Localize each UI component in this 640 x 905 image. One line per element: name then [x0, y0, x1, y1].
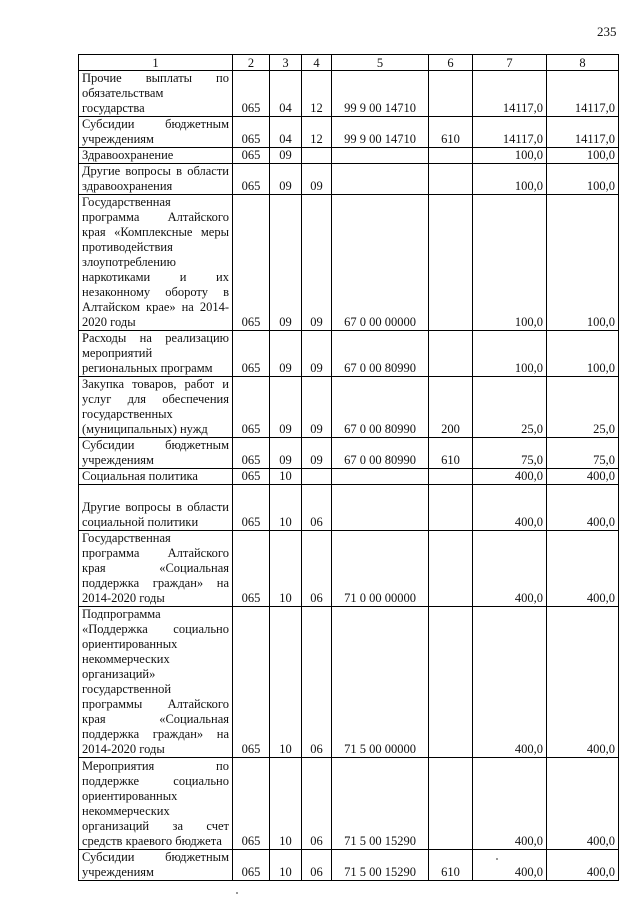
- section-cell: 04: [270, 71, 302, 117]
- section-cell: 09: [270, 164, 302, 195]
- chapter-cell: 065: [233, 438, 270, 469]
- row-name-cell: Социальная политика: [79, 469, 233, 485]
- target-article-cell: 67 0 00 80990: [332, 438, 429, 469]
- row-name-cell: Другие вопросы в области социальной политики: [79, 485, 233, 531]
- target-article-cell: 71 0 00 00000: [332, 531, 429, 607]
- table-row: [79, 195, 619, 331]
- row-name-cell: Государственная программа Алтайского края «Социальная поддержка граждан» на 2014-2020 годы: [79, 531, 233, 607]
- chapter-cell: 065: [233, 485, 270, 531]
- scan-speck: [236, 892, 238, 894]
- subsection-cell: 06: [302, 531, 332, 607]
- row-name-cell: Субсидии бюджетным учреждениям: [79, 438, 233, 469]
- expense-type-cell: 610: [429, 438, 473, 469]
- target-article-cell: [332, 469, 429, 485]
- column-header: 4: [302, 55, 332, 71]
- chapter-cell: 065: [233, 850, 270, 881]
- subsection-cell: [302, 469, 332, 485]
- expense-type-cell: [429, 71, 473, 117]
- target-article-cell: 71 5 00 00000: [332, 607, 429, 758]
- amount-cell: 25,0: [473, 377, 547, 438]
- amount-cell: 400,0: [473, 469, 547, 485]
- amount-cell: 100,0: [547, 195, 619, 331]
- amount-cell: 400,0: [473, 607, 547, 758]
- amount-cell: 75,0: [473, 438, 547, 469]
- subsection-cell: 06: [302, 758, 332, 850]
- amount-cell: 100,0: [473, 164, 547, 195]
- column-header: 3: [270, 55, 302, 71]
- section-cell: 09: [270, 331, 302, 377]
- section-cell: 10: [270, 758, 302, 850]
- expense-type-cell: 200: [429, 377, 473, 438]
- chapter-cell: 065: [233, 758, 270, 850]
- amount-cell: 400,0: [547, 607, 619, 758]
- section-cell: 09: [270, 377, 302, 438]
- table-row: [79, 485, 619, 531]
- expense-type-cell: [429, 148, 473, 164]
- column-header: 5: [332, 55, 429, 71]
- table-row: [79, 377, 619, 438]
- amount-cell: 400,0: [547, 485, 619, 531]
- section-cell: 09: [270, 438, 302, 469]
- amount-cell: 400,0: [547, 850, 619, 881]
- chapter-cell: 065: [233, 377, 270, 438]
- table-row: [79, 850, 619, 881]
- column-header: 6: [429, 55, 473, 71]
- column-header: 7: [473, 55, 547, 71]
- section-cell: 10: [270, 469, 302, 485]
- amount-cell: 400,0: [473, 531, 547, 607]
- expense-type-cell: [429, 607, 473, 758]
- section-cell: 04: [270, 117, 302, 148]
- table-row: [79, 438, 619, 469]
- row-name-cell: Государственная программа Алтайского края «Комплексные меры противодействия злоупотреблению наркотиками и их незаконному обороту в Алтайском крае» на 2014-2020 годы: [79, 195, 233, 331]
- target-article-cell: [332, 485, 429, 531]
- subsection-cell: 06: [302, 850, 332, 881]
- row-name-cell: Субсидии бюджетным учреждениям: [79, 117, 233, 148]
- table-row: [79, 148, 619, 164]
- section-cell: 10: [270, 607, 302, 758]
- table-row: [79, 117, 619, 148]
- amount-cell: 100,0: [547, 164, 619, 195]
- target-article-cell: [332, 148, 429, 164]
- chapter-cell: 065: [233, 531, 270, 607]
- table-row: [79, 469, 619, 485]
- section-cell: 10: [270, 485, 302, 531]
- chapter-cell: 065: [233, 607, 270, 758]
- section-cell: 10: [270, 850, 302, 881]
- budget-table: [78, 54, 619, 881]
- target-article-cell: 71 5 00 15290: [332, 850, 429, 881]
- target-article-cell: 71 5 00 15290: [332, 758, 429, 850]
- expense-type-cell: [429, 331, 473, 377]
- chapter-cell: 065: [233, 469, 270, 485]
- table-row: [79, 607, 619, 758]
- table-row: [79, 71, 619, 117]
- amount-cell: 400,0: [547, 531, 619, 607]
- amount-cell: 75,0: [547, 438, 619, 469]
- column-header: 1: [79, 55, 233, 71]
- row-name-cell: Закупка товаров, работ и услуг для обеспечения государственных (муниципальных) нужд: [79, 377, 233, 438]
- target-article-cell: 67 0 00 80990: [332, 377, 429, 438]
- subsection-cell: 06: [302, 485, 332, 531]
- amount-cell: 14117,0: [547, 71, 619, 117]
- expense-type-cell: [429, 195, 473, 331]
- chapter-cell: 065: [233, 117, 270, 148]
- subsection-cell: [302, 148, 332, 164]
- expense-type-cell: [429, 164, 473, 195]
- subsection-cell: 09: [302, 377, 332, 438]
- row-name-cell: Субсидии бюджетным учреждениям: [79, 850, 233, 881]
- expense-type-cell: [429, 485, 473, 531]
- row-name-cell: Другие вопросы в области здравоохранения: [79, 164, 233, 195]
- amount-cell: 400,0: [473, 485, 547, 531]
- amount-cell: 25,0: [547, 377, 619, 438]
- subsection-cell: 09: [302, 195, 332, 331]
- scan-speck: [496, 858, 498, 860]
- expense-type-cell: [429, 531, 473, 607]
- table-row: [79, 758, 619, 850]
- amount-cell: 100,0: [547, 148, 619, 164]
- chapter-cell: 065: [233, 331, 270, 377]
- expense-type-cell: [429, 758, 473, 850]
- amount-cell: 100,0: [547, 331, 619, 377]
- page-number: 235: [597, 24, 617, 39]
- row-name-cell: Расходы на реализацию мероприятий региональных программ: [79, 331, 233, 377]
- chapter-cell: 065: [233, 195, 270, 331]
- amount-cell: 400,0: [473, 850, 547, 881]
- header-row: [79, 55, 619, 71]
- target-article-cell: 67 0 00 00000: [332, 195, 429, 331]
- amount-cell: 400,0: [547, 469, 619, 485]
- column-header: 8: [547, 55, 619, 71]
- column-header: 2: [233, 55, 270, 71]
- table-row: [79, 164, 619, 195]
- section-cell: 09: [270, 148, 302, 164]
- section-cell: 09: [270, 195, 302, 331]
- subsection-cell: 06: [302, 607, 332, 758]
- chapter-cell: 065: [233, 148, 270, 164]
- subsection-cell: 09: [302, 164, 332, 195]
- row-name-cell: Здравоохранение: [79, 148, 233, 164]
- row-name-cell: Мероприятия по поддержке социально ориентированных некоммерческих организаций за счет средств краевого бюджета: [79, 758, 233, 850]
- target-article-cell: 99 9 00 14710: [332, 71, 429, 117]
- target-article-cell: [332, 164, 429, 195]
- amount-cell: 14117,0: [547, 117, 619, 148]
- amount-cell: 400,0: [547, 758, 619, 850]
- expense-type-cell: 610: [429, 117, 473, 148]
- row-name-cell: Прочие выплаты по обязательствам государства: [79, 71, 233, 117]
- subsection-cell: 09: [302, 331, 332, 377]
- amount-cell: 100,0: [473, 148, 547, 164]
- target-article-cell: 99 9 00 14710: [332, 117, 429, 148]
- subsection-cell: 12: [302, 71, 332, 117]
- amount-cell: 14117,0: [473, 117, 547, 148]
- chapter-cell: 065: [233, 71, 270, 117]
- row-name-cell: Подпрограмма «Поддержка социально ориентированных некоммерческих организаций» государственной программы Алтайского края «Социальная поддержка граждан» на 2014-2020 годы: [79, 607, 233, 758]
- amount-cell: 100,0: [473, 195, 547, 331]
- section-cell: 10: [270, 531, 302, 607]
- amount-cell: 14117,0: [473, 71, 547, 117]
- table-row: [79, 531, 619, 607]
- table-row: [79, 331, 619, 377]
- expense-type-cell: 610: [429, 850, 473, 881]
- subsection-cell: 12: [302, 117, 332, 148]
- chapter-cell: 065: [233, 164, 270, 195]
- amount-cell: 100,0: [473, 331, 547, 377]
- target-article-cell: 67 0 00 80990: [332, 331, 429, 377]
- table-body: [79, 71, 619, 881]
- amount-cell: 400,0: [473, 758, 547, 850]
- expense-type-cell: [429, 469, 473, 485]
- subsection-cell: 09: [302, 438, 332, 469]
